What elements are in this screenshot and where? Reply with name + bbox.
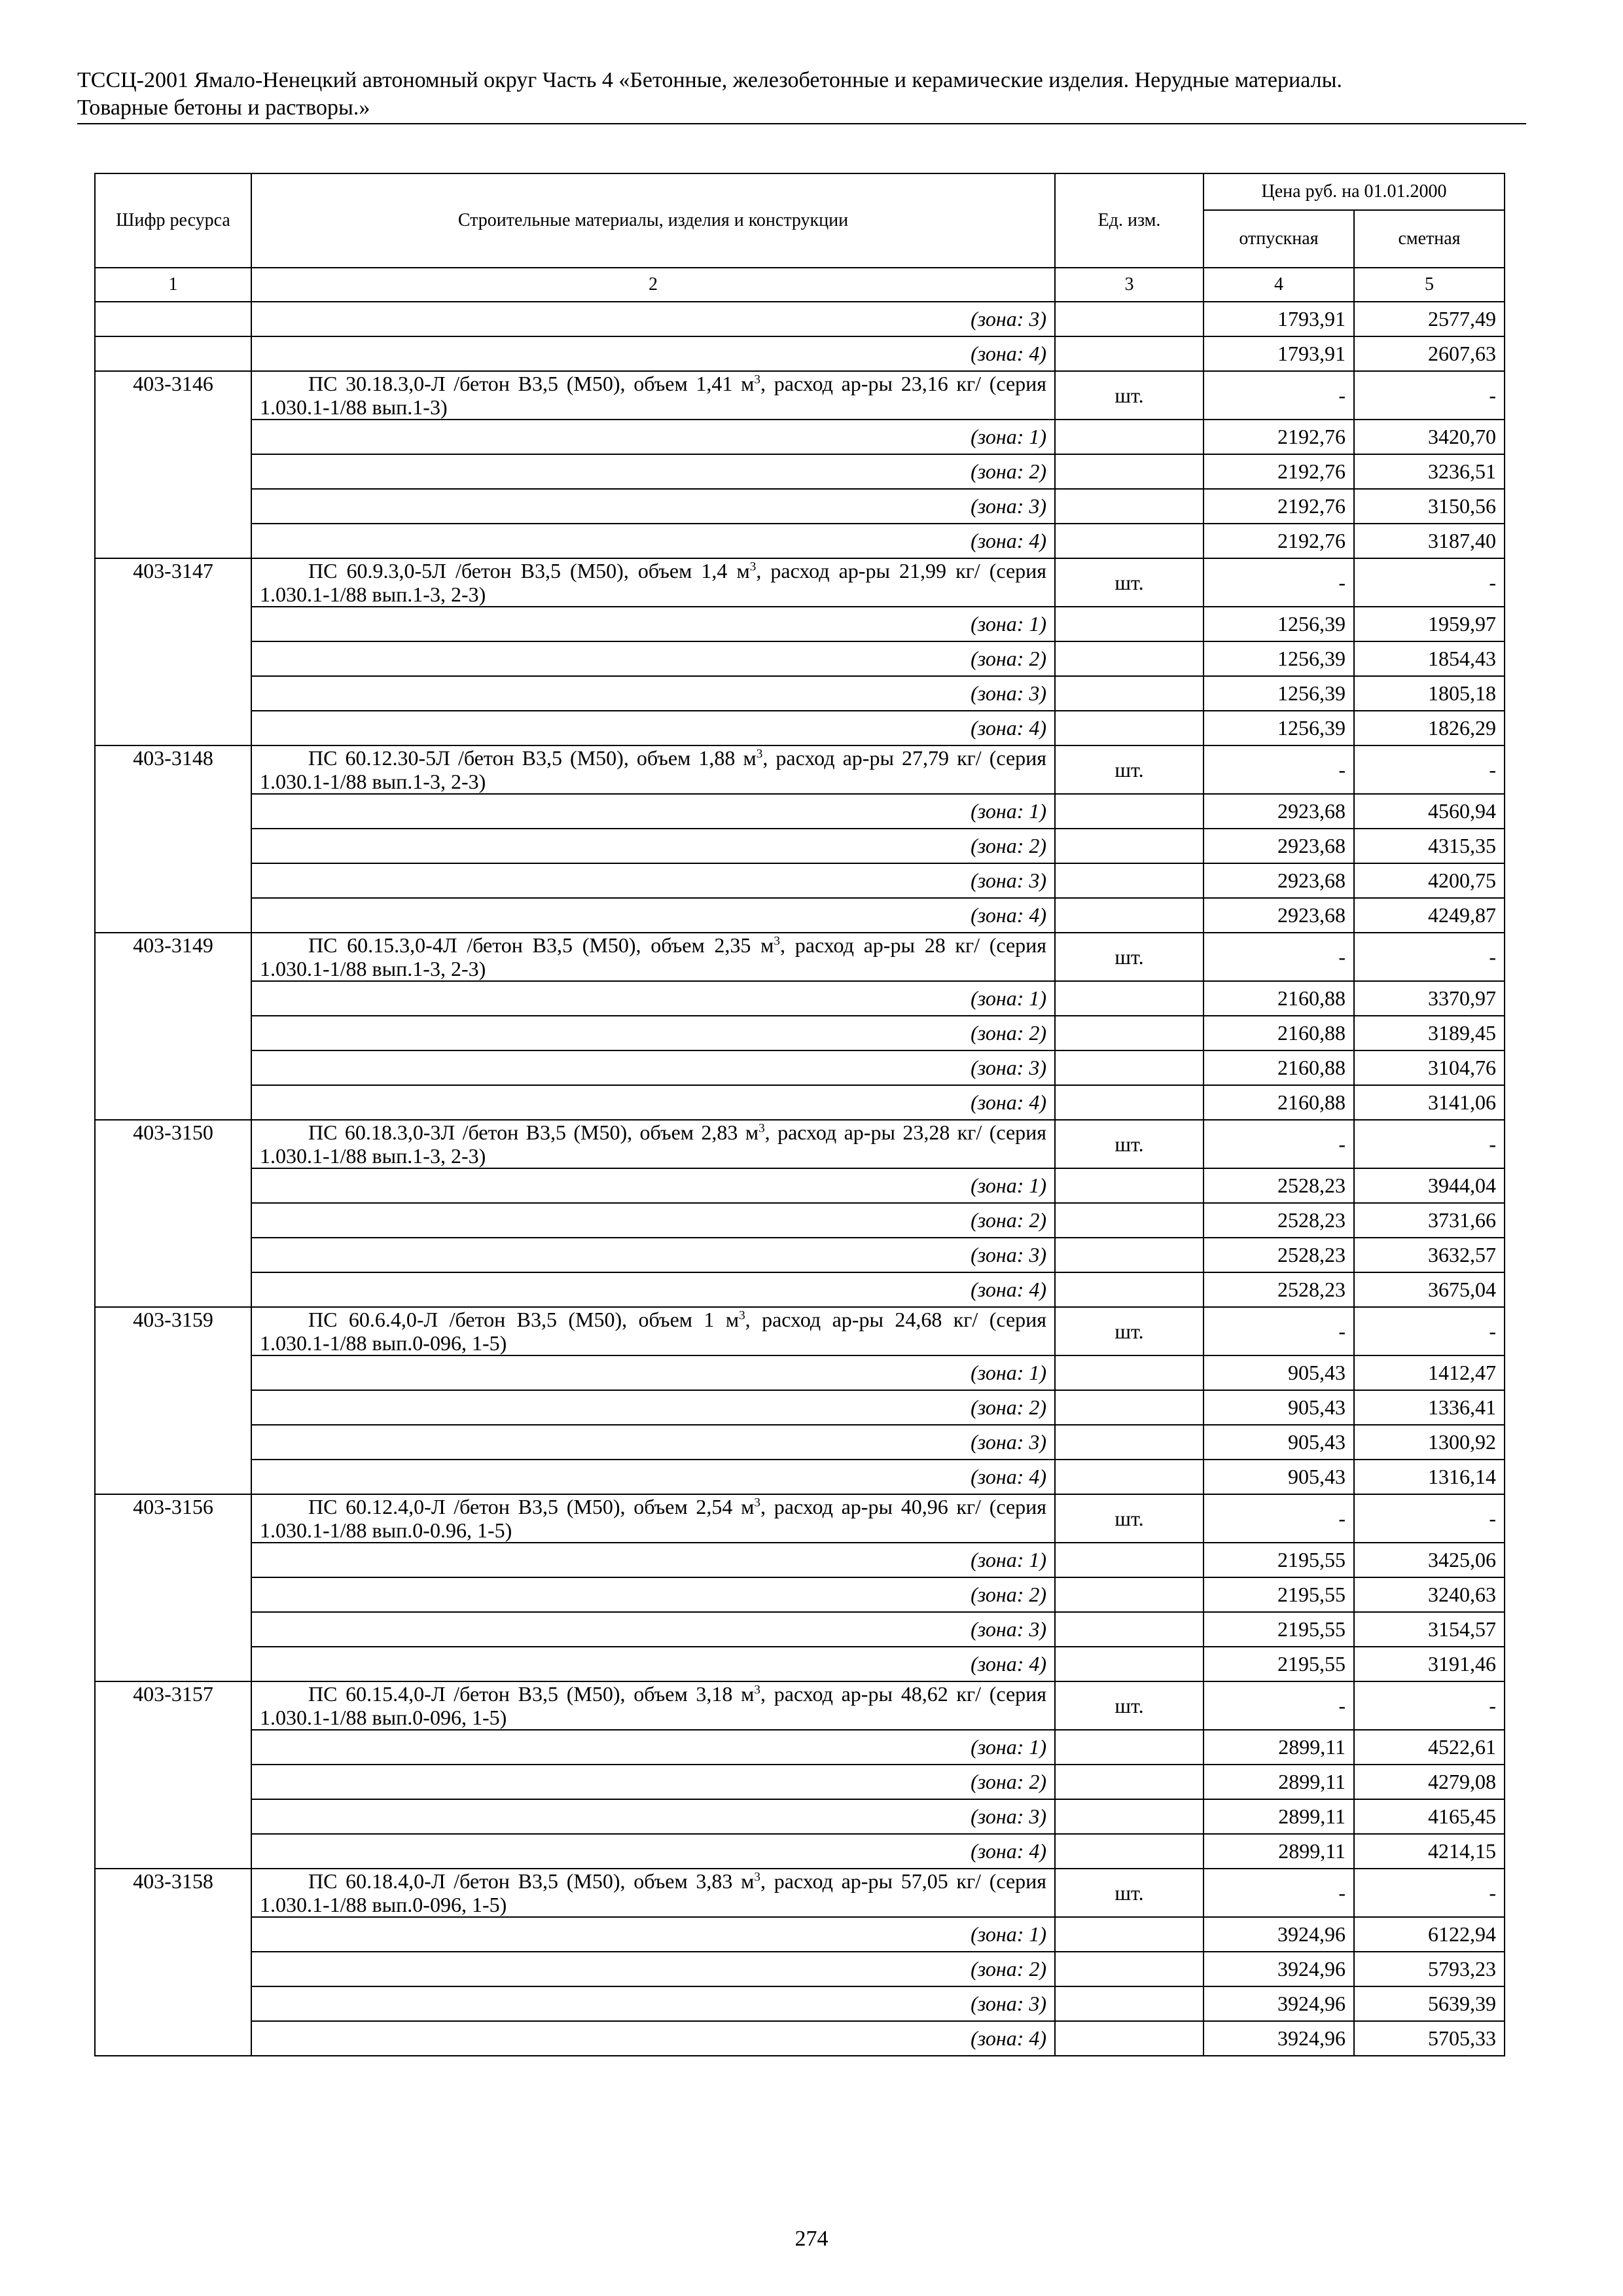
release-price: - (1204, 1681, 1354, 1730)
unit-cell: шт. (1055, 1307, 1204, 1355)
release-price: - (1204, 1307, 1354, 1355)
release-price: 2160,88 (1204, 1016, 1354, 1050)
zone-row (95, 1765, 1505, 1799)
release-price: 2192,76 (1204, 420, 1354, 454)
zone-row (95, 1272, 1505, 1307)
unit-cell-empty (1055, 1917, 1204, 1952)
unit-cell-empty (1055, 1799, 1204, 1834)
unit-cell: шт. (1055, 1120, 1204, 1168)
zone-row (95, 641, 1505, 676)
release-price: 2923,68 (1204, 829, 1354, 863)
unit-cell-empty (1055, 1016, 1204, 1050)
estimate-price: 4279,08 (1354, 1765, 1505, 1799)
zone-row (95, 1238, 1505, 1272)
estimate-price: 3675,04 (1354, 1272, 1505, 1307)
release-price: 2195,55 (1204, 1612, 1354, 1647)
zone-label: (зона: 2) (251, 1952, 1055, 1986)
zone-row (95, 1390, 1505, 1425)
resource-code: 403-3148 (95, 745, 251, 933)
estimate-price: 6122,94 (1354, 1917, 1505, 1952)
release-price: 3924,96 (1204, 1986, 1354, 2021)
unit-cell-empty (1055, 1765, 1204, 1799)
zone-label: (зона: 1) (251, 1917, 1055, 1952)
resource-name (251, 1120, 1055, 1168)
release-price: 1793,91 (1204, 336, 1354, 371)
zone-row (95, 981, 1505, 1016)
estimate-price: 4214,15 (1354, 1834, 1505, 1869)
resource-name-text: ПС 60.6.4,0-Л /бетон В3,5 (М50), объем 1 м (308, 1308, 740, 1331)
unit-cell: шт. (1055, 558, 1204, 607)
zone-label: (зона: 2) (251, 1577, 1055, 1612)
estimate-price: 3104,76 (1354, 1050, 1505, 1085)
estimate-price: 4200,75 (1354, 863, 1505, 898)
resource-row (95, 1681, 1505, 1730)
release-price: 2528,23 (1204, 1168, 1354, 1203)
zone-label: (зона: 1) (251, 981, 1055, 1016)
release-price: 1256,39 (1204, 711, 1354, 745)
zone-row (95, 1799, 1505, 1834)
resource-code: 403-3156 (95, 1494, 251, 1681)
zone-label: (зона: 1) (251, 1168, 1055, 1203)
unit-superscript: 3 (754, 1496, 761, 1510)
estimate-price: 2577,49 (1354, 302, 1505, 336)
resource-code: 403-3150 (95, 1120, 251, 1307)
zone-row (95, 898, 1505, 933)
resource-code: 403-3149 (95, 933, 251, 1120)
resource-name (251, 933, 1055, 981)
release-price: 2528,23 (1204, 1203, 1354, 1238)
col-header-unit: Ед. изм. (1055, 173, 1204, 268)
release-price: 1256,39 (1204, 676, 1354, 711)
zone-label: (зона: 4) (251, 1460, 1055, 1494)
release-price: 2192,76 (1204, 454, 1354, 489)
zone-row (95, 1577, 1505, 1612)
zone-label: (зона: 4) (251, 2021, 1055, 2056)
column-number: 4 (1204, 268, 1354, 302)
unit-cell-empty (1055, 1986, 1204, 2021)
resource-row (95, 933, 1505, 981)
col-header-price: Цена руб. на 01.01.2000 (1204, 173, 1505, 210)
column-number: 1 (95, 268, 251, 302)
table-body (95, 302, 1505, 2056)
estimate-price: - (1354, 1307, 1505, 1355)
unit-cell: шт. (1055, 1869, 1204, 1917)
zone-row (95, 829, 1505, 863)
zone-label: (зона: 2) (251, 1016, 1055, 1050)
unit-cell-empty (1055, 1238, 1204, 1272)
unit-cell-empty (1055, 1050, 1204, 1085)
resource-name (251, 1681, 1055, 1730)
zone-label: (зона: 4) (251, 1834, 1055, 1869)
unit-cell-empty (1055, 302, 1204, 336)
release-price: 2899,11 (1204, 1799, 1354, 1834)
release-price: 905,43 (1204, 1355, 1354, 1390)
release-price: 2899,11 (1204, 1834, 1354, 1869)
unit-cell-empty (1055, 1085, 1204, 1120)
zone-row (95, 2021, 1505, 2056)
code-cell-empty (95, 302, 251, 336)
unit-cell-empty (1055, 1834, 1204, 1869)
resource-name (251, 1307, 1055, 1355)
unit-superscript: 3 (774, 934, 781, 948)
zone-row (95, 1168, 1505, 1203)
resource-row (95, 371, 1505, 420)
estimate-price: 1826,29 (1354, 711, 1505, 745)
zone-label: (зона: 3) (251, 1612, 1055, 1647)
unit-cell-empty (1055, 1203, 1204, 1238)
unit-cell-empty (1055, 711, 1204, 745)
release-price: - (1204, 1494, 1354, 1543)
unit-cell-empty (1055, 794, 1204, 829)
release-price: 905,43 (1204, 1390, 1354, 1425)
unit-cell-empty (1055, 1612, 1204, 1647)
release-price: 1793,91 (1204, 302, 1354, 336)
resource-name-text: ПС 60.18.3,0-3Л /бетон В3,5 (М50), объем 2,83 м (308, 1121, 759, 1144)
resource-row (95, 558, 1505, 607)
release-price: 3924,96 (1204, 1917, 1354, 1952)
zone-label: (зона: 4) (251, 711, 1055, 745)
release-price: 905,43 (1204, 1425, 1354, 1460)
zone-label: (зона: 2) (251, 641, 1055, 676)
estimate-price: 3425,06 (1354, 1543, 1505, 1577)
resource-name (251, 1494, 1055, 1543)
resource-name-text: , расход ар-ры 27,79 кг/ (серия 1.030.1-1/88 вып.1-3, 2-3) (260, 746, 1047, 793)
zone-row (95, 489, 1505, 524)
unit-cell-empty (1055, 1425, 1204, 1460)
resource-name-text: , расход ар-ры 48,62 кг/ (серия 1.030.1-1/88 вып.0-096, 1-5) (260, 1682, 1047, 1729)
unit-superscript: 3 (756, 747, 763, 761)
unit-superscript: 3 (758, 1121, 765, 1136)
estimate-price: 4165,45 (1354, 1799, 1505, 1834)
unit-cell-empty (1055, 1647, 1204, 1681)
unit-superscript: 3 (749, 560, 757, 574)
unit-cell: шт. (1055, 1494, 1204, 1543)
zone-label: (зона: 2) (251, 1390, 1055, 1425)
estimate-price: 4522,61 (1354, 1730, 1505, 1765)
code-cell-empty (95, 336, 251, 371)
release-price: 3924,96 (1204, 1952, 1354, 1986)
estimate-price: 3944,04 (1354, 1168, 1505, 1203)
unit-cell-empty (1055, 336, 1204, 371)
unit-cell: шт. (1055, 745, 1204, 794)
release-price: 3924,96 (1204, 2021, 1354, 2056)
zone-label: (зона: 2) (251, 454, 1055, 489)
zone-label: (зона: 1) (251, 1730, 1055, 1765)
release-price: 2899,11 (1204, 1730, 1354, 1765)
zone-row (95, 1203, 1505, 1238)
unit-cell-empty (1055, 1390, 1204, 1425)
resource-name-text: , расход ар-ры 57,05 кг/ (серия 1.030.1-1/88 вып.0-096, 1-5) (260, 1869, 1047, 1916)
unit-cell: шт. (1055, 1681, 1204, 1730)
release-price: 2923,68 (1204, 863, 1354, 898)
zone-label: (зона: 4) (251, 336, 1055, 371)
document-header (77, 67, 1526, 122)
release-price: 2923,68 (1204, 898, 1354, 933)
unit-cell-empty (1055, 1168, 1204, 1203)
zone-row (95, 1612, 1505, 1647)
zone-label: (зона: 2) (251, 829, 1055, 863)
estimate-price: - (1354, 1869, 1505, 1917)
col-header-estimate: сметная (1354, 210, 1505, 268)
resource-code: 403-3147 (95, 558, 251, 745)
unit-cell-empty (1055, 863, 1204, 898)
unit-cell-empty (1055, 1952, 1204, 1986)
estimate-price: 3191,46 (1354, 1647, 1505, 1681)
estimate-price: 3420,70 (1354, 420, 1505, 454)
column-number: 5 (1354, 268, 1505, 302)
estimate-price: 1412,47 (1354, 1355, 1505, 1390)
zone-label: (зона: 3) (251, 1799, 1055, 1834)
release-price: - (1204, 558, 1354, 607)
col-header-name: Строительные материалы, изделия и конструкции (251, 173, 1055, 268)
zone-row (95, 1647, 1505, 1681)
resource-name-text: ПС 60.12.30-5Л /бетон В3,5 (М50), объем 1,88 м (308, 746, 757, 770)
zone-row (95, 1986, 1505, 2021)
estimate-price: 3731,66 (1354, 1203, 1505, 1238)
zone-label: (зона: 4) (251, 1272, 1055, 1307)
resource-name-text: ПС 60.15.3,0-4Л /бетон В3,5 (М50), объем 2,35 м (308, 933, 774, 957)
column-number: 3 (1055, 268, 1204, 302)
release-price: 2195,55 (1204, 1577, 1354, 1612)
unit-cell-empty (1055, 829, 1204, 863)
estimate-price: - (1354, 1120, 1505, 1168)
zone-label: (зона: 4) (251, 524, 1055, 558)
release-price: 2192,76 (1204, 524, 1354, 558)
estimate-price: 5705,33 (1354, 2021, 1505, 2056)
header-line-2: Товарные бетоны и растворы.» (77, 96, 370, 120)
resource-code: 403-3159 (95, 1307, 251, 1494)
zone-label: (зона: 3) (251, 676, 1055, 711)
zone-row (95, 336, 1505, 371)
zone-row (95, 676, 1505, 711)
release-price: 2160,88 (1204, 1085, 1354, 1120)
unit-cell-empty (1055, 2021, 1204, 2056)
release-price: 2923,68 (1204, 794, 1354, 829)
resource-name (251, 745, 1055, 794)
resource-row (95, 1494, 1505, 1543)
estimate-price: 5793,23 (1354, 1952, 1505, 1986)
zone-label: (зона: 3) (251, 1986, 1055, 2021)
estimate-price: 3154,57 (1354, 1612, 1505, 1647)
release-price: 2528,23 (1204, 1272, 1354, 1307)
unit-cell-empty (1055, 981, 1204, 1016)
zone-row (95, 524, 1505, 558)
col-header-release: отпускная (1204, 210, 1354, 268)
estimate-price: 3141,06 (1354, 1085, 1505, 1120)
zone-row (95, 863, 1505, 898)
zone-row (95, 607, 1505, 641)
resource-name-text: ПС 60.12.4,0-Л /бетон В3,5 (М50), объем 2,54 м (308, 1495, 755, 1518)
zone-label: (зона: 2) (251, 1203, 1055, 1238)
unit-cell-empty (1055, 489, 1204, 524)
zone-row (95, 711, 1505, 745)
unit-cell-empty (1055, 641, 1204, 676)
column-number-row (95, 268, 1505, 302)
release-price: 2160,88 (1204, 981, 1354, 1016)
unit-cell-empty (1055, 898, 1204, 933)
zone-row (95, 1952, 1505, 1986)
zone-row (95, 1050, 1505, 1085)
unit-superscript: 3 (739, 1308, 745, 1323)
estimate-price: 3150,56 (1354, 489, 1505, 524)
col-header-code: Шифр ресурса (95, 173, 251, 268)
release-price: 1256,39 (1204, 641, 1354, 676)
resource-name-text: , расход ар-ры 23,28 кг/ (серия 1.030.1-1/88 вып.1-3, 2-3) (260, 1121, 1047, 1168)
zone-label: (зона: 3) (251, 863, 1055, 898)
zone-row (95, 1016, 1505, 1050)
release-price: 2160,88 (1204, 1050, 1354, 1085)
zone-label: (зона: 1) (251, 1543, 1055, 1577)
zone-label: (зона: 1) (251, 794, 1055, 829)
resource-row (95, 1120, 1505, 1168)
resource-code: 403-3146 (95, 371, 251, 558)
resource-name-text: , расход ар-ры 28 кг/ (серия 1.030.1-1/88 вып.1-3, 2-3) (260, 933, 1047, 980)
estimate-price: 1336,41 (1354, 1390, 1505, 1425)
resource-name-text: ПС 60.9.3,0-5Л /бетон В3,5 (М50), объем 1,4 м (308, 559, 750, 583)
unit-cell-empty (1055, 420, 1204, 454)
zone-label: (зона: 3) (251, 302, 1055, 336)
estimate-price: 3236,51 (1354, 454, 1505, 489)
zone-label: (зона: 3) (251, 489, 1055, 524)
estimate-price: 3370,97 (1354, 981, 1505, 1016)
unit-cell: шт. (1055, 933, 1204, 981)
estimate-price: 3187,40 (1354, 524, 1505, 558)
estimate-price: - (1354, 558, 1505, 607)
zone-row (95, 1917, 1505, 1952)
zone-row (95, 1834, 1505, 1869)
unit-superscript: 3 (754, 372, 761, 387)
estimate-price: 1959,97 (1354, 607, 1505, 641)
estimate-price: 4560,94 (1354, 794, 1505, 829)
estimate-price: 1805,18 (1354, 676, 1505, 711)
resource-code: 403-3157 (95, 1681, 251, 1869)
resource-name-text: , расход ар-ры 40,96 кг/ (серия 1.030.1-1/88 вып.0-0.96, 1-5) (260, 1495, 1047, 1542)
zone-label: (зона: 3) (251, 1425, 1055, 1460)
estimate-price: 3240,63 (1354, 1577, 1505, 1612)
unit-cell-empty (1055, 1730, 1204, 1765)
resource-name (251, 1869, 1055, 1917)
zone-row (95, 1460, 1505, 1494)
resource-name-text: ПС 60.15.4,0-Л /бетон В3,5 (М50), объем 3,18 м (308, 1682, 755, 1706)
estimate-price: - (1354, 1681, 1505, 1730)
release-price: - (1204, 1869, 1354, 1917)
zone-label: (зона: 4) (251, 1647, 1055, 1681)
estimate-price: 4249,87 (1354, 898, 1505, 933)
zone-label: (зона: 3) (251, 1050, 1055, 1085)
release-price: - (1204, 371, 1354, 420)
zone-row (95, 454, 1505, 489)
zone-label: (зона: 1) (251, 1355, 1055, 1390)
resource-name-text: , расход ар-ры 21,99 кг/ (серия 1.030.1-1/88 вып.1-3, 2-3) (260, 559, 1047, 606)
resource-row (95, 745, 1505, 794)
unit-cell-empty (1055, 1355, 1204, 1390)
zone-row (95, 420, 1505, 454)
release-price: - (1204, 933, 1354, 981)
unit-cell-empty (1055, 1543, 1204, 1577)
zone-label: (зона: 4) (251, 898, 1055, 933)
unit-cell-empty (1055, 676, 1204, 711)
zone-label: (зона: 2) (251, 1765, 1055, 1799)
column-number: 2 (251, 268, 1055, 302)
estimate-price: 1316,14 (1354, 1460, 1505, 1494)
release-price: - (1204, 1120, 1354, 1168)
release-price: - (1204, 745, 1354, 794)
unit-cell-empty (1055, 607, 1204, 641)
price-table (94, 173, 1505, 2056)
zone-label: (зона: 1) (251, 420, 1055, 454)
unit-superscript: 3 (754, 1870, 761, 1884)
resource-name-text: , расход ар-ры 24,68 кг/ (серия 1.030.1-1/88 вып.0-096, 1-5) (260, 1308, 1047, 1355)
resource-row (95, 1307, 1505, 1355)
release-price: 2195,55 (1204, 1543, 1354, 1577)
unit-cell: шт. (1055, 371, 1204, 420)
estimate-price: - (1354, 1494, 1505, 1543)
estimate-price: 3632,57 (1354, 1238, 1505, 1272)
unit-cell-empty (1055, 1272, 1204, 1307)
zone-row (95, 1425, 1505, 1460)
resource-row (95, 1869, 1505, 1917)
unit-cell-empty (1055, 1577, 1204, 1612)
resource-code: 403-3158 (95, 1869, 251, 2056)
zone-row (95, 1355, 1505, 1390)
header-line-1: ТССЦ-2001 Ямало-Ненецкий автономный округ Часть 4 «Бетонные, железобетонные и керамические изделия. Нерудные материалы. (77, 68, 1342, 92)
estimate-price: - (1354, 745, 1505, 794)
zone-label: (зона: 3) (251, 1238, 1055, 1272)
estimate-price: 4315,35 (1354, 829, 1505, 863)
estimate-price: 2607,63 (1354, 336, 1505, 371)
estimate-price: - (1354, 933, 1505, 981)
zone-row (95, 1730, 1505, 1765)
zone-row (95, 1085, 1505, 1120)
unit-cell-empty (1055, 1460, 1204, 1494)
zone-label: (зона: 4) (251, 1085, 1055, 1120)
header-rule (77, 123, 1526, 124)
estimate-price: 5639,39 (1354, 1986, 1505, 2021)
resource-name-text: , расход ар-ры 23,16 кг/ (серия 1.030.1-1/88 вып.1-3) (260, 372, 1047, 419)
zone-row (95, 302, 1505, 336)
estimate-price: - (1354, 371, 1505, 420)
unit-cell-empty (1055, 524, 1204, 558)
estimate-price: 1854,43 (1354, 641, 1505, 676)
release-price: 2195,55 (1204, 1647, 1354, 1681)
release-price: 2528,23 (1204, 1238, 1354, 1272)
zone-row (95, 794, 1505, 829)
release-price: 2899,11 (1204, 1765, 1354, 1799)
estimate-price: 1300,92 (1354, 1425, 1505, 1460)
release-price: 905,43 (1204, 1460, 1354, 1494)
resource-name (251, 371, 1055, 420)
resource-name-text: ПС 30.18.3,0-Л /бетон В3,5 (М50), объем 1,41 м (308, 372, 755, 395)
release-price: 1256,39 (1204, 607, 1354, 641)
estimate-price: 3189,45 (1354, 1016, 1505, 1050)
zone-row (95, 1543, 1505, 1577)
page-number: 274 (794, 2227, 829, 2251)
unit-superscript: 3 (754, 1683, 761, 1697)
resource-name-text: ПС 60.18.4,0-Л /бетон В3,5 (М50), объем 3,83 м (308, 1869, 755, 1893)
release-price: 2192,76 (1204, 489, 1354, 524)
resource-name (251, 558, 1055, 607)
unit-cell-empty (1055, 454, 1204, 489)
zone-label: (зона: 1) (251, 607, 1055, 641)
